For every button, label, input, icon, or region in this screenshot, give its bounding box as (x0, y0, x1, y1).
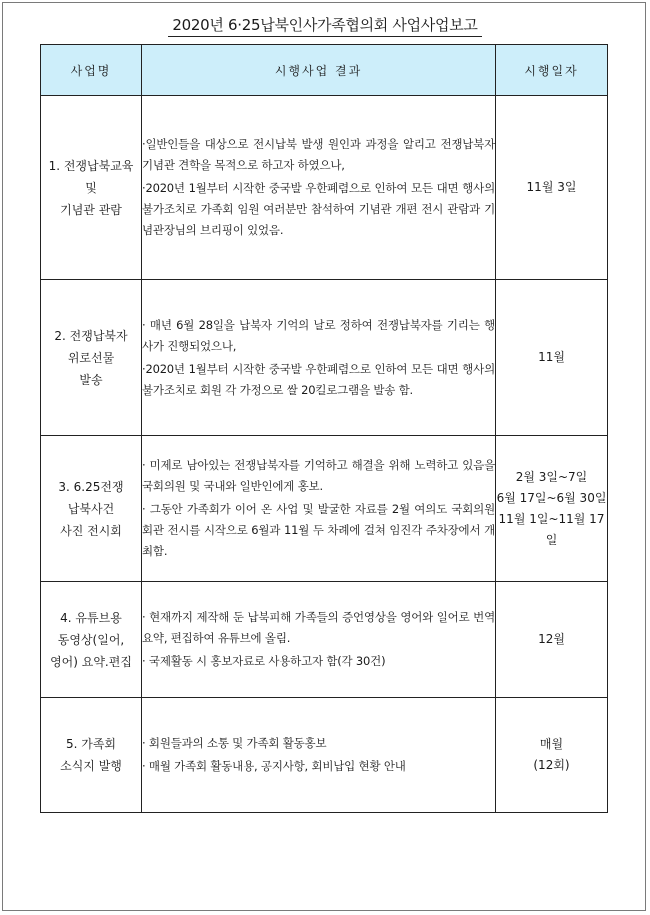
row-date-line: 6월 17일~6월 30일 (496, 490, 607, 505)
header-row (41, 45, 608, 96)
row-date-cell (496, 436, 608, 582)
row-name-line: 동영상(일어, (57, 632, 125, 647)
row-name-line: 영어) 요약.편집 (50, 654, 132, 669)
row-date-line: (12회) (533, 758, 570, 772)
report-table (40, 44, 608, 813)
document-title: 2020년 6·25납북인사가족협의회 사업사업보고 (168, 14, 481, 37)
table-row (41, 582, 608, 698)
row-name-line: 위로선물 (67, 350, 115, 365)
row-name-line: 및 (85, 180, 97, 195)
row-name-line: 4. 유튜브용 (60, 610, 122, 625)
row-date-cell (496, 698, 608, 813)
row-name-line: 기념관 관람 (60, 202, 122, 217)
row-date-cell (496, 96, 608, 280)
row-result-cell (142, 582, 496, 698)
row-date-cell (496, 280, 608, 436)
row-result-cell (142, 436, 496, 582)
table-row (41, 436, 608, 582)
header-date: 시행일자 (496, 45, 608, 96)
row-name-line: 소식지 발행 (60, 759, 122, 773)
table-row (41, 698, 608, 813)
row-name-cell (41, 698, 142, 813)
result-item: · 현재까지 제작해 둔 납북피해 가족들의 증언영상을 영어와 일어로 번역 요약, 편집하여 유튜브에 올림. (142, 610, 495, 645)
row-result-cell (142, 698, 496, 813)
result-item: · 국제활동 시 홍보자료로 사용하고자 함(각 30건) (142, 654, 386, 668)
result-item: · 미제로 남아있는 전쟁납북자를 기억하고 해결을 위해 노력하고 있음을 국회의원 및 국내와 일반인에게 홍보. (142, 458, 495, 493)
result-item: · 그동안 가족회가 이어 온 사업 및 발굴한 자료를 2월 여의도 국회의원회관 전시를 시작으로 6월과 11월 두 차례에 걸쳐 임진각 주차장에서 개최함. (142, 502, 495, 558)
row-date-line: 매월 (539, 737, 564, 751)
row-date-line: 11월 3일 (526, 180, 577, 194)
row-date-line: 11월 (538, 350, 565, 364)
document-title-wrapper (0, 14, 650, 37)
row-date-line: 2월 3일~7일 (515, 469, 588, 484)
row-name-line: 1. 전쟁납북교육 (48, 158, 134, 173)
header-name: 사업명 (41, 45, 142, 96)
result-item: ·일반인들을 대상으로 전시납북 발생 원인과 과정을 알리고 전쟁납북자 기념관 견학을 목적으로 하고자 하였으나, (142, 137, 495, 172)
row-name-cell (41, 280, 142, 436)
row-name-line: 5. 가족회 (65, 737, 117, 751)
row-date-line: 12월 (538, 632, 565, 646)
row-name-line: 사진 전시회 (60, 523, 122, 538)
header-result: 시행사업 결과 (142, 45, 496, 96)
row-date-line: 11월 1일~11월 17일 (498, 511, 605, 547)
row-name-line: 납북사건 (67, 501, 115, 516)
result-item: · 매월 가족회 활동내용, 공지사항, 회비납입 현황 안내 (142, 759, 406, 773)
result-item: · 회원들과의 소통 및 가족회 활동홍보 (142, 736, 327, 750)
row-result-cell (142, 280, 496, 436)
row-name-cell (41, 436, 142, 582)
result-item: · 매년 6월 28일을 납북자 기억의 날로 정하여 전쟁납북자를 기리는 행사가 진행되었으나, (142, 317, 495, 353)
row-name-cell (41, 582, 142, 698)
row-name-line: 3. 6.25전쟁 (58, 479, 124, 494)
row-date-cell (496, 582, 608, 698)
result-item: ·2020년 1월부터 시작한 중국발 우한폐렴으로 인하여 모든 대면 행사의 불가조치로 가족회 임원 여러분만 참석하여 기념관 개편 전시 관람과 기념관장님의 브리핑이 있었음. (142, 181, 495, 237)
table-row (41, 280, 608, 436)
row-name-cell (41, 96, 142, 280)
table-row (41, 96, 608, 280)
result-item: ·2020년 1월부터 시작한 중국발 우한폐렴으로 인하여 모든 대면 행사의 불가조치로 회원 각 가정으로 쌀 20킬로그램을 발송 함. (142, 361, 495, 397)
row-name-line: 발송 (79, 372, 103, 387)
row-result-cell (142, 96, 496, 280)
row-name-line: 2. 전쟁납북자 (54, 328, 128, 343)
